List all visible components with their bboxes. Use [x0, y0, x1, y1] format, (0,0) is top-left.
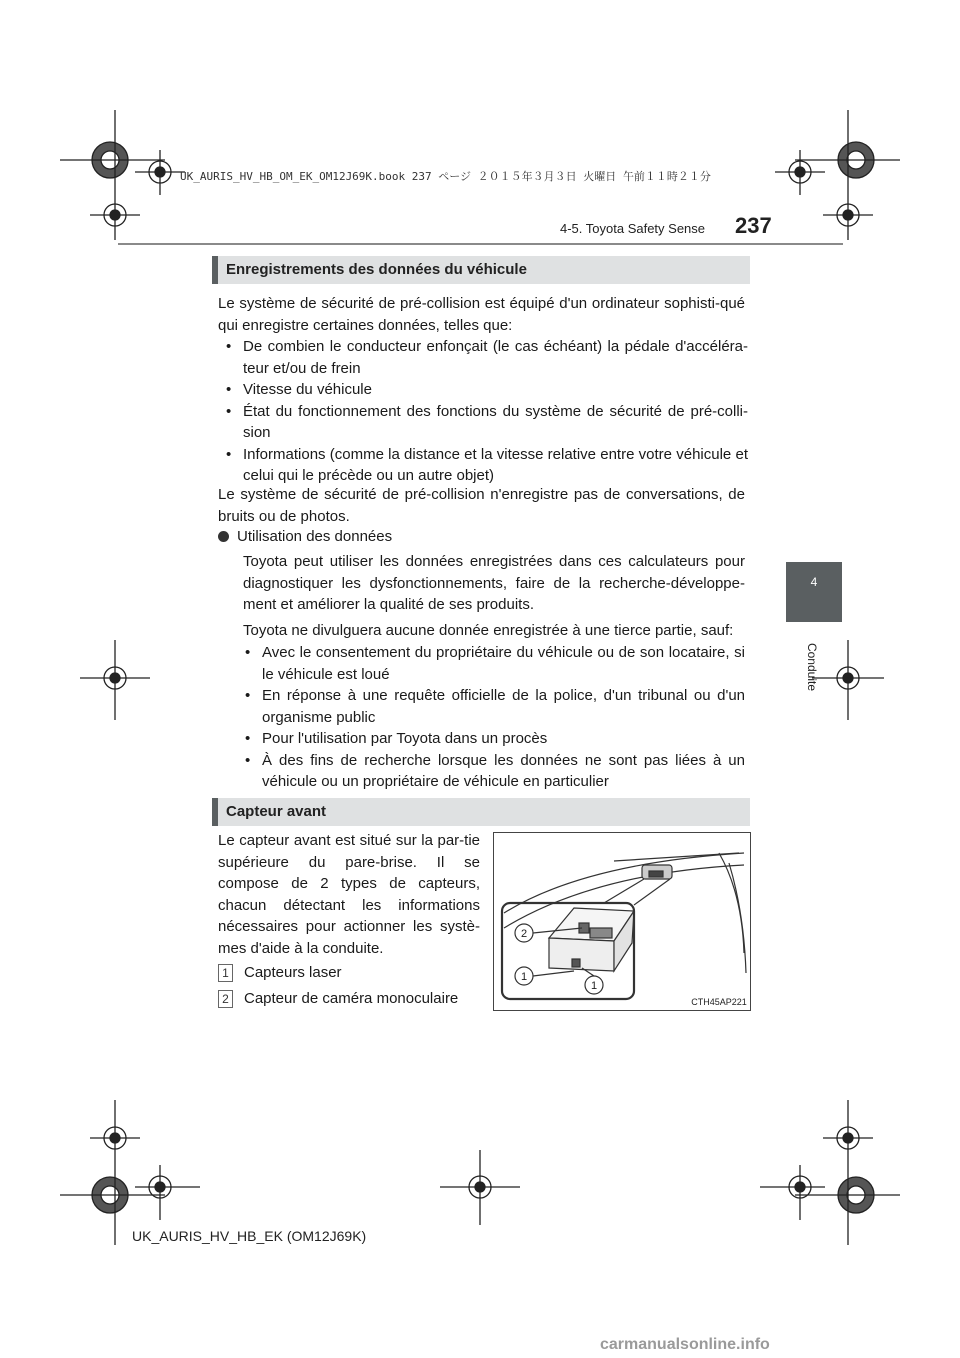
chapter-tab — [786, 562, 842, 622]
print-header: UK_AURIS_HV_HB_OM_EK_OM12J69K.book 237 ページ ２０１５年３月３日 火曜日 午前１１時２１分 — [180, 170, 711, 183]
list-item: • Informations (comme la distance et la vitesse relative entre votre véhicule et celui qui le précède ou un autre objet) — [226, 445, 748, 484]
list-item: • À des fins de recherche lorsque les données ne sont pas liées à un véhicule ou un propriétaire de véhicule en particulier — [245, 751, 745, 790]
disclosure-intro: Toyota ne divulguera aucune donnée enregistrée à une tierce partie, sauf: — [243, 622, 734, 639]
intro-paragraph: Le système de sécurité de pré-collision est équipé d'un ordinateur sophisti-qué qui enregistre certaines données, telles que: — [218, 295, 745, 334]
section-heading-data-recording — [212, 256, 750, 284]
list-item: • Pour l'utilisation par Toyota dans un procès — [245, 730, 548, 747]
document-code: UK_AURIS_HV_HB_EK (OM12J69K) — [132, 1228, 367, 1244]
callout-number: 2 — [218, 990, 233, 1008]
list-item: • Avec le consentement du propriétaire du véhicule ou de son locataire, si le véhicule est loué — [245, 644, 745, 683]
list-item: • État du fonctionnement des fonctions du système de sécurité de pré-colli-sion — [226, 402, 748, 441]
windshield-sensor-drawing — [494, 833, 750, 1010]
header-divider — [118, 243, 843, 245]
figure-callout-camera: 2 — [520, 928, 528, 940]
figure-callout-laser: 1 — [520, 971, 528, 983]
usage-paragraph: Toyota peut utiliser les données enregistrées dans ces calculateurs pour diagnostiquer les dysfonctionnements, faire de la recherche-développe-ment et améliorer la qualité de ses produits. — [243, 553, 745, 613]
figure-callout-laser: 1 — [590, 980, 598, 992]
disclosure-list — [245, 642, 745, 793]
watermark: carmanualsonline.info — [600, 1336, 770, 1353]
front-sensor-illustration — [493, 832, 751, 1011]
legend-item — [218, 960, 458, 986]
list-item: • Vitesse du véhicule — [226, 381, 372, 398]
usage-heading: Utilisation des données — [218, 526, 392, 548]
section-heading-front-sensor — [212, 798, 750, 826]
front-sensor-paragraph: Le capteur avant est situé sur la par-tie supérieure du pare-brise. Il se compose de 2 types de capteurs, chacun détectant les informations nécessaires pour actionner les systè-mes d'aide à la conduite. — [218, 832, 480, 957]
chapter-label: Conduite — [805, 642, 819, 692]
bullet-disc-icon — [218, 531, 229, 542]
page-number: 237 — [735, 213, 772, 238]
section-heading-marker — [212, 798, 218, 826]
recorded-data-list — [226, 336, 748, 487]
no-record-paragraph: Le système de sécurité de pré-collision n'enregistre pas de conversations, de bruits ou de photos. — [218, 486, 745, 525]
list-item: • De combien le conducteur enfonçait (le cas échéant) la pédale d'accéléra-teur et/ou de frein — [226, 338, 748, 377]
list-item: • En réponse à une requête officielle de la police, d'un tribunal ou d'un organisme public — [245, 687, 745, 726]
section-reference: 4-5. Toyota Safety Sense — [560, 221, 706, 236]
section-title: Enregistrements des données du véhicule — [226, 261, 527, 278]
chapter-number: 4 — [810, 575, 818, 589]
legend-label: Capteurs laser — [244, 964, 342, 981]
section-heading-marker — [212, 256, 218, 284]
sensor-legend — [218, 960, 458, 1012]
legend-item — [218, 986, 458, 1012]
legend-label: Capteur de caméra monoculaire — [244, 990, 459, 1007]
figure-code: CTH45AP221 — [691, 997, 747, 1007]
section-title: Capteur avant — [226, 803, 327, 820]
callout-number: 1 — [218, 964, 233, 982]
